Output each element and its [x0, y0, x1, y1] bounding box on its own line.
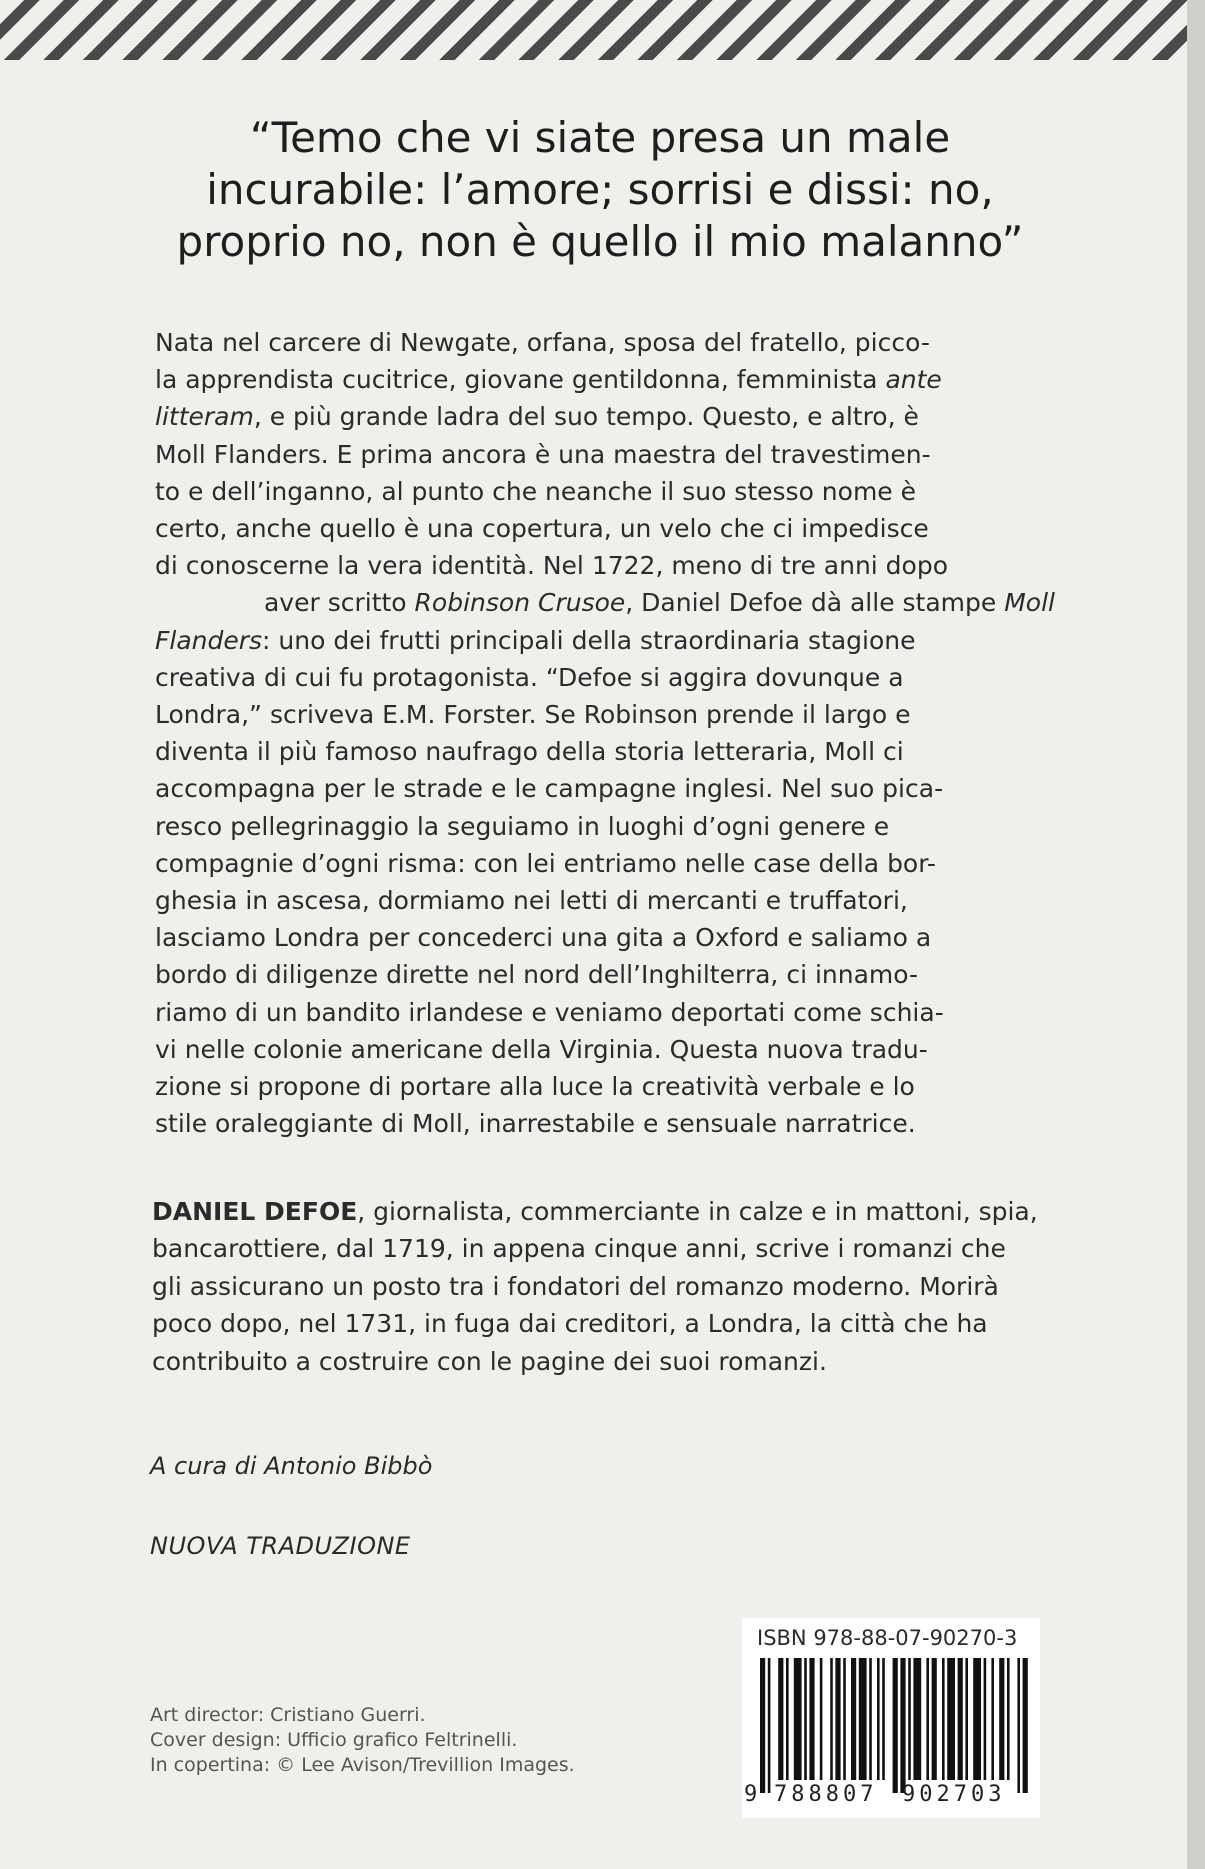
barcode-bars [760, 1658, 1030, 1793]
quote-line-2: incurabile: l’amore; sorrisi e dissi: no, [206, 165, 994, 214]
blurb-line: riamo di un bandito irlandese e veniamo deportati come schia- [155, 997, 944, 1027]
bio-line: gli assicurano un posto tra i fondatori del romanzo moderno. Morirà [152, 1271, 999, 1301]
barcode-bar [1017, 1658, 1020, 1793]
curator-credit: A cura di Antonio Bibbò [150, 1452, 433, 1480]
blurb-line: creativa di cui fu protagonista. “Defoe si aggira dovunque a [155, 662, 904, 692]
barcode-bar [804, 1658, 807, 1780]
blurb-line: lasciamo Londra per concederci una gita a Oxford e saliamo a [155, 923, 932, 953]
art-director-credit: Art director: Cristiano Guerri. [150, 1704, 426, 1726]
blurb-line: bordo di diligenze dirette nel nord dell’Inghilterra, ci innamo- [155, 960, 919, 990]
barcode-bar [908, 1658, 911, 1780]
barcode-bar [778, 1658, 783, 1780]
barcode-bar [869, 1658, 872, 1780]
blurb-line: ghesia in ascesa, dormiamo nei letti di mercanti e truffatori, [155, 886, 908, 916]
barcode-bar [768, 1658, 771, 1793]
blurb-line: accompagna per le strade e le campagne inglesi. Nel suo pica- [155, 774, 944, 804]
barcode-bar [820, 1658, 823, 1780]
author-bio [152, 1193, 1052, 1380]
quote-line-3: proprio no, non è quello il mio malanno” [176, 217, 1024, 266]
barcode-bar [877, 1658, 880, 1780]
barcode-bar [835, 1658, 840, 1780]
bio-line: DANIEL DEFOE, giornalista, commerciante in calze e in mattoni, spia, [152, 1197, 1038, 1226]
blurb-line: certo, anche quello è una copertura, un velo che ci impedisce [155, 514, 929, 544]
barcode-bar [882, 1658, 885, 1780]
blurb-line: la apprendista cucitrice, giovane gentildonna, femminista ante [155, 365, 942, 395]
blurb-line: di conoscerne la vera identità. Nel 1722, meno di tre anni dopo [155, 551, 949, 581]
barcode-bar [786, 1658, 789, 1780]
blurb-line: aver scritto Robinson Crusoe, Daniel Defoe dà alle stampe Moll [263, 588, 1055, 618]
blurb-line: litteram, e più grande ladra del suo tempo. Questo, e altro, è [155, 402, 919, 432]
blurb-paragraph [155, 324, 1055, 1142]
barcode-bar [947, 1658, 955, 1780]
barcode-digits-right: 902703 [902, 1782, 1006, 1807]
cover-design-credit: Cover design: Ufficio grafico Feltrinelli. [150, 1729, 518, 1751]
barcode-bar [1007, 1658, 1010, 1780]
blurb-line: compagnie d’ogni risma: con lei entriamo nelle case della bor- [155, 848, 936, 878]
author-name: DANIEL DEFOE [152, 1197, 358, 1226]
barcode-bar [843, 1658, 846, 1780]
barcode-bar [973, 1658, 981, 1780]
design-credits [150, 1703, 575, 1778]
blurb-line: Nata nel carcere di Newgate, orfana, sposa del fratello, picco- [155, 328, 930, 357]
blurb-line: diventa il più famoso naufrago della storia letteraria, Moll ci [155, 737, 904, 767]
barcode-bar [830, 1658, 833, 1780]
bio-line: poco dopo, nel 1731, in fuga dai creditori, a Londra, la città che ha [152, 1309, 988, 1339]
quote-line-1: “Temo che vi siate presa un male [249, 113, 951, 162]
barcode-bar [942, 1658, 945, 1780]
page-right-edge [1187, 0, 1205, 1869]
translation-note: NUOVA TRADUZIONE [150, 1532, 411, 1560]
barcode-bar [926, 1658, 929, 1780]
blurb-line: vi nelle colonie americane della Virginia. Questa nuova tradu- [155, 1034, 928, 1064]
barcode-digits-left: 788807 [774, 1782, 878, 1807]
barcode-bar [999, 1658, 1004, 1780]
barcode-bar [900, 1658, 905, 1793]
cover-image-credit: In copertina: © Lee Avison/Trevillion Images. [150, 1754, 575, 1776]
barcode-bar [958, 1658, 963, 1780]
cover-quote [150, 112, 1050, 268]
blurb-line: Londra,” scriveva E.M. Forster. Se Robinson prende il largo e [155, 700, 911, 730]
barcode-bar [991, 1658, 994, 1780]
blurb-line: resco pellegrinaggio la seguiamo in luoghi d’ogni genere e [155, 811, 890, 841]
barcode-bar [913, 1658, 921, 1780]
barcode-bar [965, 1658, 968, 1780]
top-stripe-border [0, 0, 1205, 60]
barcode-bar [893, 1658, 898, 1793]
barcode-bar [809, 1658, 814, 1780]
barcode-bar [1023, 1658, 1028, 1793]
barcode-bar [859, 1658, 867, 1780]
barcode-digit-first: 9 [744, 1782, 758, 1807]
barcode-bar [932, 1658, 937, 1780]
barcode-bar [760, 1658, 765, 1793]
blurb-line: Moll Flanders. E prima ancora è una maestra del travestimen- [155, 439, 931, 469]
barcode-bar [984, 1658, 987, 1780]
barcode-bar [794, 1658, 802, 1780]
bio-line: bancarottiere, dal 1719, in appena cinque anni, scrive i romanzi che [152, 1234, 1006, 1264]
blurb-line: Flanders: uno dei frutti principali della straordinaria stagione [155, 625, 916, 655]
isbn-barcode [742, 1618, 1040, 1818]
isbn-label: ISBN 978-88-07-90270-3 [757, 1626, 1018, 1650]
barcode-bar [851, 1658, 856, 1780]
blurb-line: to e dell’inganno, al punto che neanche il suo stesso nome è [155, 476, 917, 506]
bio-line: contribuito a costruire con le pagine dei suoi romanzi. [152, 1346, 827, 1376]
blurb-line: zione si propone di portare alla luce la creatività verbale e lo [155, 1072, 915, 1102]
blurb-line: stile oraleggiante di Moll, inarrestabile e sensuale narratrice. [155, 1109, 916, 1139]
